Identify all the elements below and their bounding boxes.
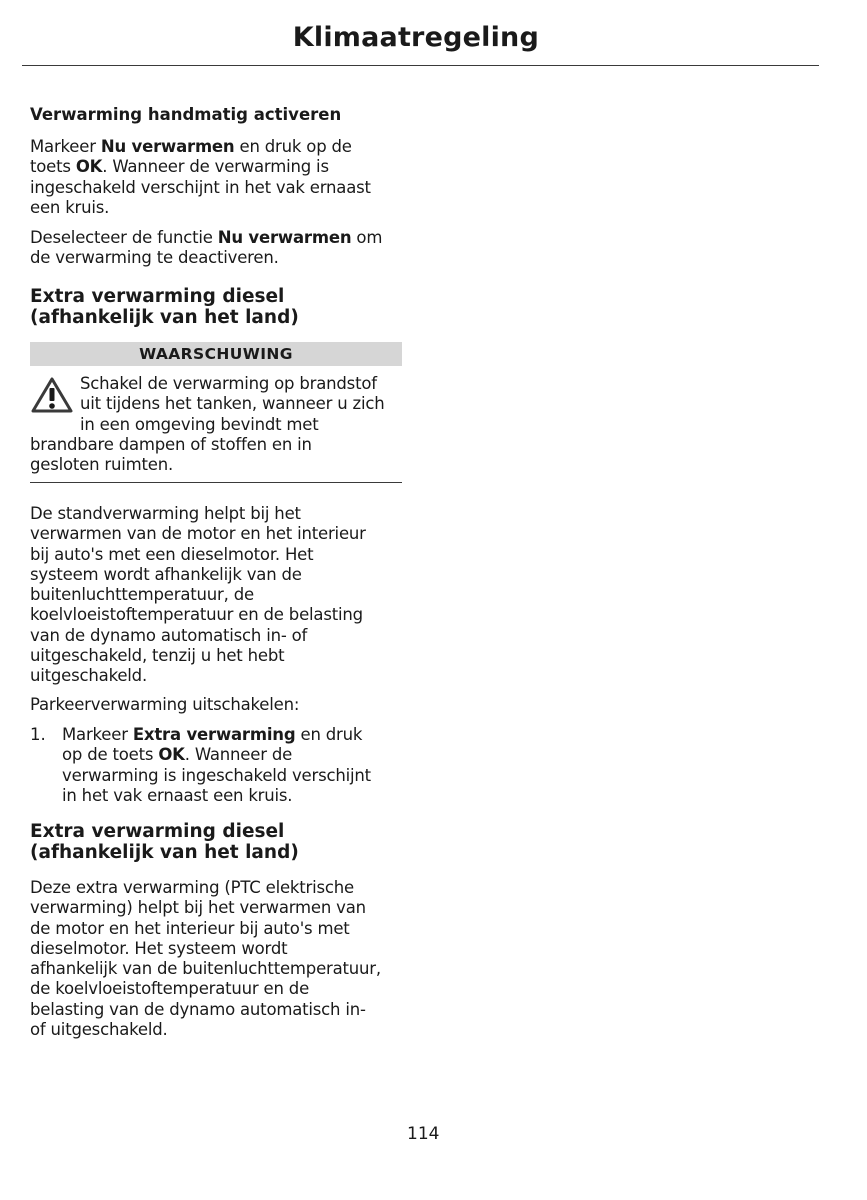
- page-number: 114: [407, 1124, 440, 1144]
- paragraph-manual-activate: Markeer Nu verwarmen en druk op de toets OK. Wanneer de verwarming is ingeschakeld verschijnt in het vak ernaast een kruis.: [30, 137, 371, 217]
- section-heading-extra-heating-1: Extra verwarming diesel (afhankelijk van het land): [30, 286, 299, 328]
- warning-text-indented: Schakel de verwarming op brandstof uit tijdens het tanken, wanneer u zich in een omgeving bevindt met: [80, 374, 385, 434]
- header-rule: [22, 65, 819, 66]
- section-heading-extra-heating-2: Extra verwarming diesel (afhankelijk van het land): [30, 821, 299, 863]
- paragraph-parking-heater-off: Parkeerverwarming uitschakelen:: [30, 695, 300, 714]
- warning-triangle-icon: [30, 376, 74, 414]
- page-title: Klimaatregeling: [292, 22, 539, 53]
- paragraph-standby-heating: De standverwarming helpt bij het verwarmen van de motor en het interieur bij auto's met een dieselmotor. Het systeem wordt afhankelijk van de buitenluchttemperatuur, de koelvloeistoftemperatuur en de belasting van de dynamo automatisch in- of uitgeschakeld, tenzij u het hebt uitgeschakeld.: [30, 504, 366, 686]
- paragraph-manual-deactivate: Deselecteer de functie Nu verwarmen om de verwarming te deactiveren.: [30, 228, 383, 268]
- list-item: Markeer Extra verwarming en druk op de toets OK. Wanneer de verwarming is ingeschakeld verschijnt in het vak ernaast een kruis.: [62, 725, 371, 805]
- warning-text: brandbare dampen of stoffen en in gesloten ruimten.: [30, 435, 312, 475]
- list-number: 1.: [30, 725, 46, 744]
- paragraph-ptc-heating: Deze extra verwarming (PTC elektrische verwarming) helpt bij het verwarmen van de motor en het interieur bij auto's met dieselmotor. Het systeem wordt afhankelijk van de buitenluchttemperatuur, de koelvloeistoftemperatuur en de belasting van de dynamo automatisch in- of uitgeschakeld.: [30, 878, 381, 1040]
- warning-title-bar: WAARSCHUWING: [30, 342, 402, 366]
- warning-bottom-rule: [30, 482, 402, 483]
- section-heading-manual-heating: Verwarming handmatig activeren: [30, 105, 342, 124]
